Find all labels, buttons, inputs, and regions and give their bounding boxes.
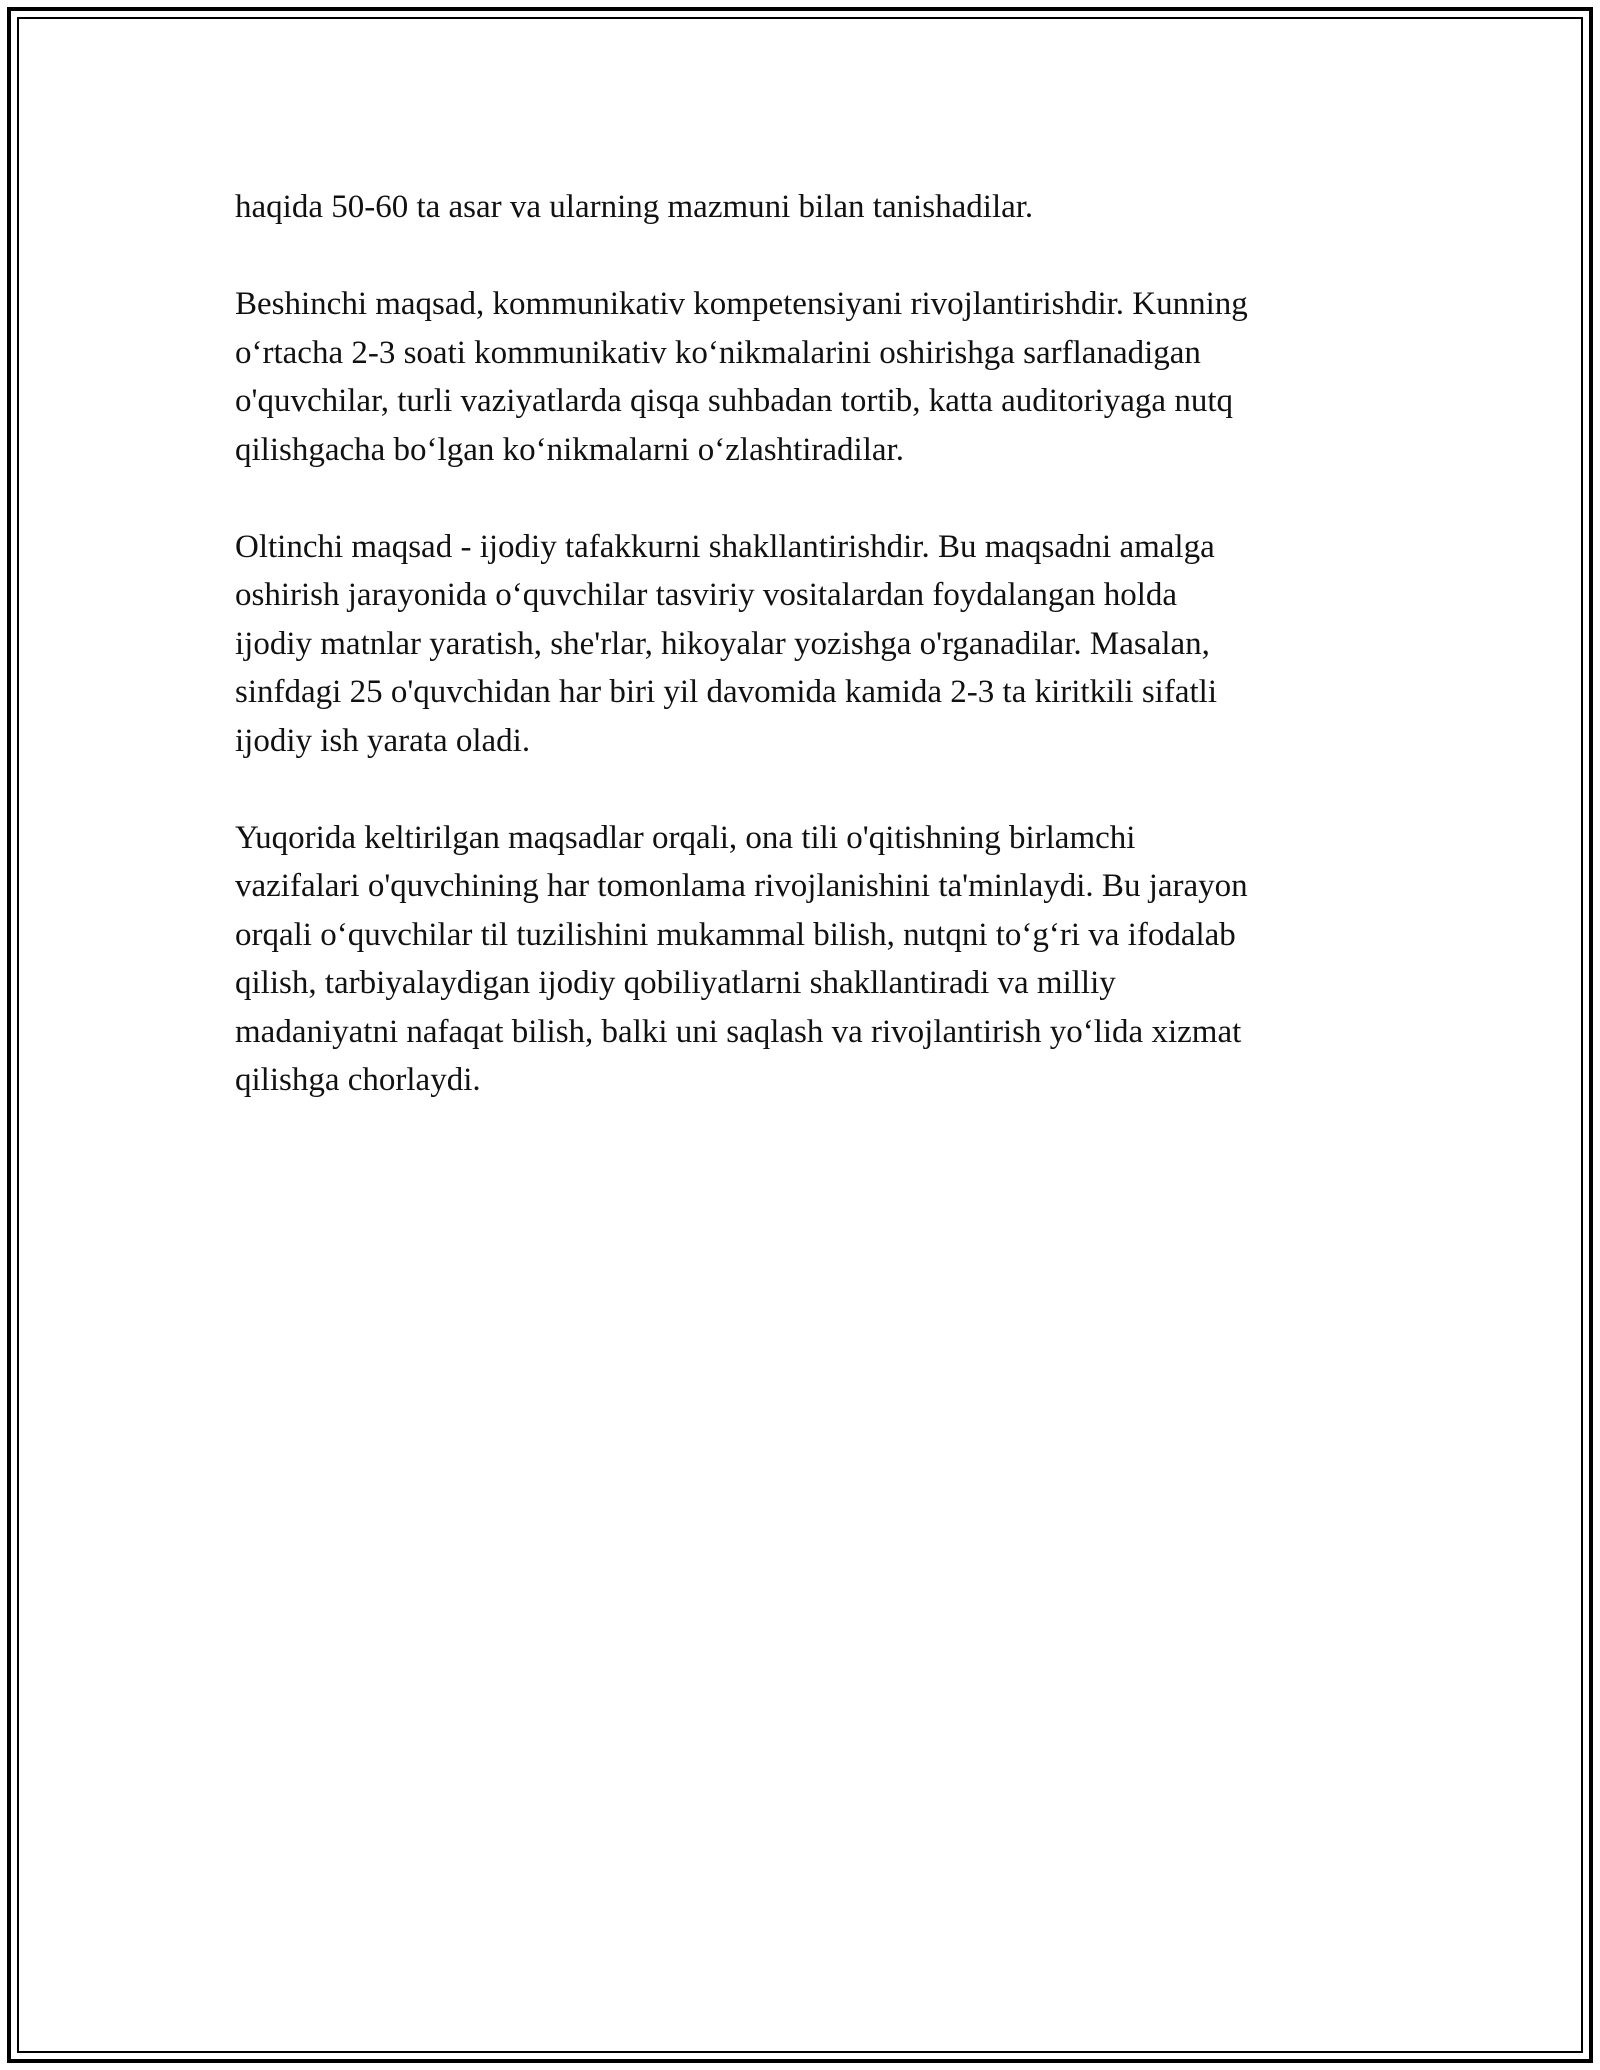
text-line: qilishga chorlaydi. bbox=[235, 1062, 481, 1098]
paragraph-4 bbox=[235, 814, 1385, 1105]
text-line: o‘rtacha 2-3 soati kommunikativ ko‘nikmalarini oshirishga sarflanadigan bbox=[235, 334, 1201, 371]
paragraph-2 bbox=[235, 280, 1385, 474]
text-line: ijodiy ish yarata oladi. bbox=[235, 722, 531, 759]
text-line: qilishgacha bo‘lgan ko‘nikmalarni o‘zlashtiradilar. bbox=[235, 431, 904, 468]
text-line: madaniyatni nafaqat bilish, balki uni saqlash va rivojlantirish yo‘lida xizmat bbox=[235, 1013, 1242, 1050]
text-line: Beshinchi maqsad, kommunikativ kompetensiyani rivojlantirishdir. Kunning bbox=[235, 286, 1248, 322]
text-line: sinfdagi 25 o'quvchidan har biri yil davomida kamida 2-3 ta kiritkili sifatli bbox=[235, 674, 1217, 710]
text-line: Oltinchi maqsad - ijodiy tafakkurni shakllantirishdir. Bu maqsadni amalga bbox=[235, 528, 1215, 565]
document-body bbox=[235, 183, 1385, 1153]
paragraph-1 bbox=[235, 183, 1385, 232]
text-line: haqida 50-60 ta asar va ularning mazmuni bilan tanishadilar. bbox=[235, 189, 1034, 225]
paragraph-3 bbox=[235, 523, 1385, 766]
text-line: o'quvchilar, turli vaziyatlarda qisqa suhbadan tortib, katta auditoriyaga nutq bbox=[235, 383, 1233, 419]
text-line: oshirish jarayonida o‘quvchilar tasviriy vositalardan foydalangan holda bbox=[235, 577, 1178, 613]
text-line: vazifalari o'quvchining har tomonlama rivojlanishini ta'minlaydi. Bu jarayon bbox=[235, 868, 1248, 904]
text-line: ijodiy matnlar yaratish, she'rlar, hikoyalar yozishga o'rganadilar. Masalan, bbox=[235, 625, 1210, 662]
text-line: orqali o‘quvchilar til tuzilishini mukammal bilish, nutqni to‘g‘ri va ifodalab bbox=[235, 916, 1236, 953]
text-line: Yuqorida keltirilgan maqsadlar orqali, ona tili o'qitishning birlamchi bbox=[235, 819, 1136, 856]
text-line: qilish, tarbiyalaydigan ijodiy qobiliyatlarni shakllantiradi va milliy bbox=[235, 965, 1116, 1001]
